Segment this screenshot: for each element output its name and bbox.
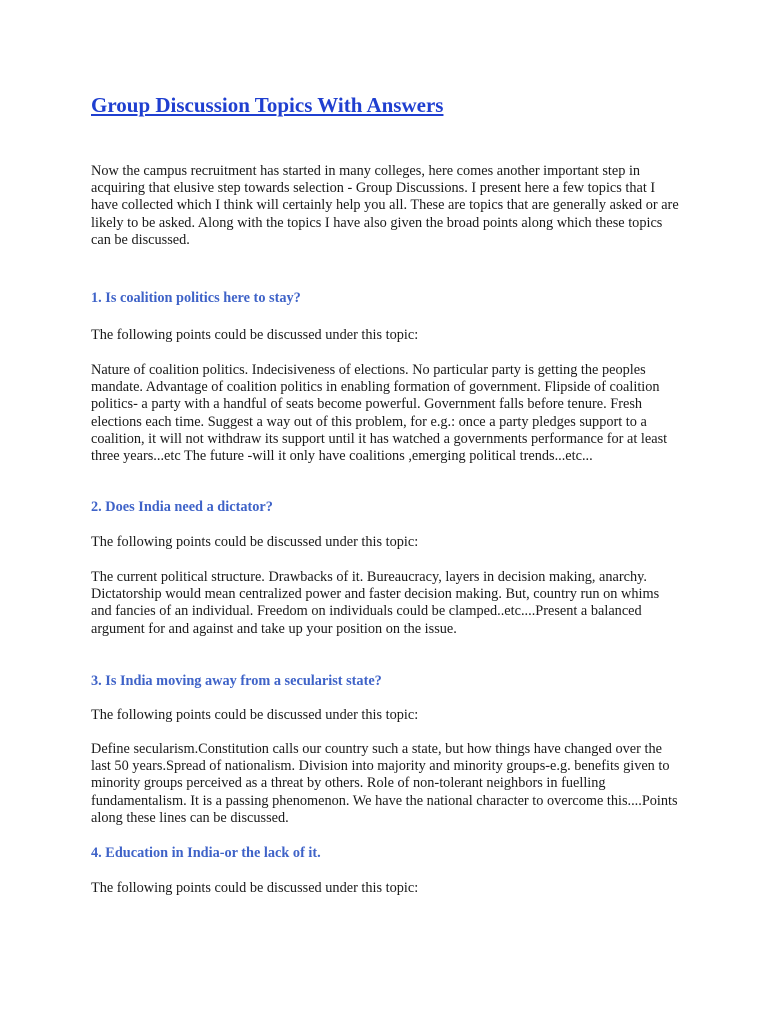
topic-2-lead: The following points could be discussed under this topic: <box>91 534 419 550</box>
topic-4-lead: The following points could be discussed under this topic: <box>91 880 419 896</box>
topic-4-heading: 4. Education in India-or the lack of it. <box>91 845 321 861</box>
topic-3-body: Define secularism.Constitution calls our country such a state, but how things have changed over the last 50 years.Spread of nationalism. Division into majority and minority groups-e.g. benefits given to minority groups perceived as a threat by others. Role of non-tolerant neighbors in fuelling fundamentalism. It is a passing phenomenon. We have the national character to overcome this....Points along these lines can be discussed. <box>91 741 678 826</box>
page-title[interactable]: Group Discussion Topics With Answers <box>91 93 444 117</box>
topic-1-body: Nature of coalition politics. Indecisiveness of elections. No particular party is getting the peoples mandate. Advantage of coalition politics in enabling formation of government. Flipside of coalition politics- a party with a handful of seats become powerful. Government falls before tenure. Fresh elections each time. Suggest a way out of this problem, for e.g.: once a party pledges support to a coalition, it will not withdraw its support until it has watched a governments performance for at least three years...etc The future -will it only have coalitions ,emerging political trends...etc... <box>91 362 668 465</box>
intro-paragraph: Now the campus recruitment has started in many colleges, here comes another important step in acquiring that elusive step towards selection - Group Discussions. I present here a few topics that I have collected which I think will certainly help you all. These are topics that are generally asked or are likely to be asked. Along with the topics I have also given the broad points along which these topics can be discussed. <box>91 163 679 248</box>
topic-2-body: The current political structure. Drawbacks of it. Bureaucracy, layers in decision making, anarchy. Dictatorship would mean centralized power and faster decision making. But, country run on whims and fancies of an individual. Freedom on individuals could be clamped..etc....Present a balanced argument for and against and take up your position on the issue. <box>91 569 660 637</box>
topic-1-lead: The following points could be discussed under this topic: <box>91 327 419 343</box>
topic-1-heading: 1. Is coalition politics here to stay? <box>91 290 301 306</box>
topic-2-heading: 2. Does India need a dictator? <box>91 499 273 515</box>
topic-3-heading: 3. Is India moving away from a secularist state? <box>91 673 382 689</box>
topic-3-lead: The following points could be discussed under this topic: <box>91 707 419 723</box>
